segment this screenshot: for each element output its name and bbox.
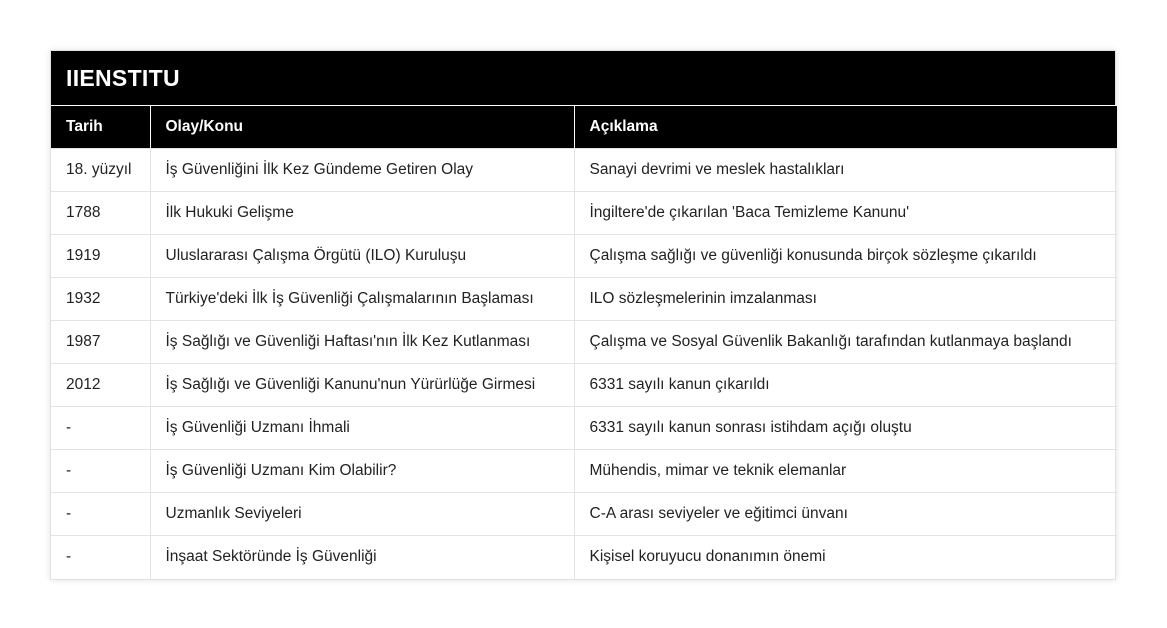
cell-aciklama: Çalışma sağlığı ve güvenliği konusunda birçok sözleşme çıkarıldı bbox=[574, 235, 1117, 278]
table-row bbox=[51, 278, 1117, 321]
cell-aciklama: 6331 sayılı kanun sonrası istihdam açığı oluştu bbox=[574, 407, 1117, 450]
table-row bbox=[51, 321, 1117, 364]
table-row bbox=[51, 235, 1117, 278]
table-row bbox=[51, 149, 1117, 192]
table-row bbox=[51, 192, 1117, 235]
cell-olay-konu: İş Güvenliğini İlk Kez Gündeme Getiren Olay bbox=[150, 149, 574, 192]
cell-aciklama: Çalışma ve Sosyal Güvenlik Bakanlığı tarafından kutlanmaya başlandı bbox=[574, 321, 1117, 364]
cell-aciklama: Kişisel koruyucu donanımın önemi bbox=[574, 536, 1117, 579]
cell-olay-konu: Türkiye'deki İlk İş Güvenliği Çalışmalarının Başlaması bbox=[150, 278, 574, 321]
table-row bbox=[51, 450, 1117, 493]
column-header-aciklama: Açıklama bbox=[574, 106, 1117, 149]
cell-tarih: 1932 bbox=[51, 278, 150, 321]
table-row bbox=[51, 407, 1117, 450]
cell-aciklama: İngiltere'de çıkarılan 'Baca Temizleme Kanunu' bbox=[574, 192, 1117, 235]
cell-tarih: 2012 bbox=[51, 364, 150, 407]
cell-olay-konu: İş Sağlığı ve Güvenliği Kanunu'nun Yürürlüğe Girmesi bbox=[150, 364, 574, 407]
cell-tarih: 1987 bbox=[51, 321, 150, 364]
cell-aciklama: C-A arası seviyeler ve eğitimci ünvanı bbox=[574, 493, 1117, 536]
cell-olay-konu: İş Sağlığı ve Güvenliği Haftası'nın İlk Kez Kutlanması bbox=[150, 321, 574, 364]
cell-olay-konu: İnşaat Sektöründe İş Güvenliği bbox=[150, 536, 574, 579]
cell-tarih: 18. yüzyıl bbox=[51, 149, 150, 192]
cell-aciklama: Sanayi devrimi ve meslek hastalıkları bbox=[574, 149, 1117, 192]
column-header-tarih: Tarih bbox=[51, 106, 150, 149]
brand-title: IIENSTITU bbox=[66, 64, 180, 91]
cell-aciklama: 6331 sayılı kanun çıkarıldı bbox=[574, 364, 1117, 407]
cell-aciklama: ILO sözleşmelerinin imzalanması bbox=[574, 278, 1117, 321]
column-header-olay-konu: Olay/Konu bbox=[150, 106, 574, 149]
timeline-table bbox=[51, 105, 1117, 579]
table-row bbox=[51, 536, 1117, 579]
cell-tarih: - bbox=[51, 536, 150, 579]
brand-header bbox=[51, 51, 1115, 105]
cell-tarih: - bbox=[51, 450, 150, 493]
cell-aciklama: Mühendis, mimar ve teknik elemanlar bbox=[574, 450, 1117, 493]
cell-tarih: 1788 bbox=[51, 192, 150, 235]
table-row bbox=[51, 364, 1117, 407]
cell-olay-konu: Uzmanlık Seviyeleri bbox=[150, 493, 574, 536]
table-header-row bbox=[51, 106, 1117, 149]
cell-olay-konu: İlk Hukuki Gelişme bbox=[150, 192, 574, 235]
cell-tarih: - bbox=[51, 407, 150, 450]
table-row bbox=[51, 493, 1117, 536]
cell-tarih: - bbox=[51, 493, 150, 536]
cell-olay-konu: İş Güvenliği Uzmanı İhmali bbox=[150, 407, 574, 450]
cell-olay-konu: Uluslararası Çalışma Örgütü (ILO) Kuruluşu bbox=[150, 235, 574, 278]
cell-olay-konu: İş Güvenliği Uzmanı Kim Olabilir? bbox=[150, 450, 574, 493]
cell-tarih: 1919 bbox=[51, 235, 150, 278]
table-card bbox=[50, 50, 1116, 580]
